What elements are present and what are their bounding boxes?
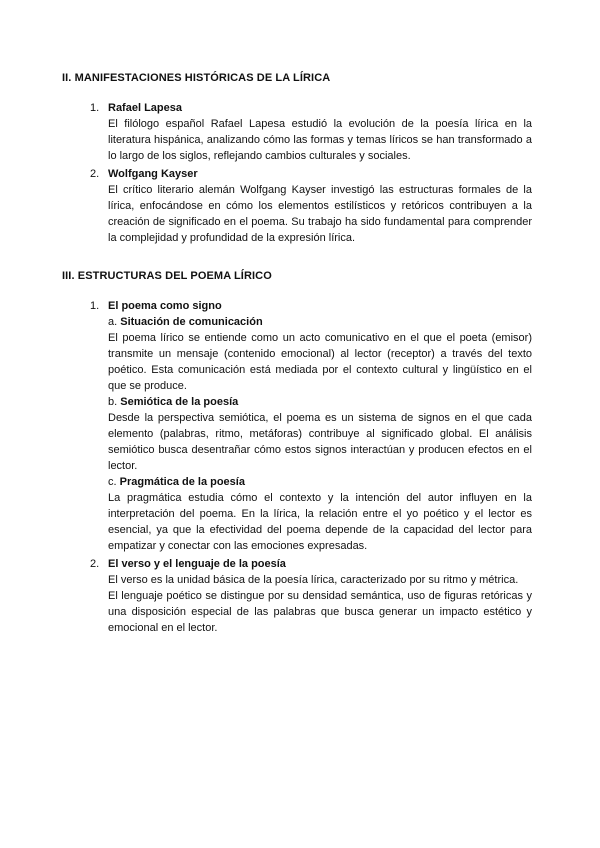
- section-3-heading: III. ESTRUCTURAS DEL POEMA LÍRICO: [62, 270, 272, 282]
- list-number: 1.: [90, 300, 100, 312]
- subitem-label: Semiótica de la poesía: [120, 396, 239, 408]
- document-content: [62, 70, 532, 638]
- subitem-label: Pragmática de la poesía: [119, 476, 245, 488]
- item-title: Rafael Lapesa: [108, 102, 182, 114]
- subitem-paragraph: Desde la perspectiva semiótica, el poema es un sistema de signos en el que cada elemento (palabras, ritmo, metáforas) contribuye al significado global. El análisis semiótico busca desentrañar cómo estos signos interactúan y producen efectos en el lector.: [108, 412, 532, 472]
- section-2-heading: II. MANIFESTACIONES HISTÓRICAS DE LA LÍRICA: [62, 72, 331, 84]
- item-title: El verso y el lenguaje de la poesía: [108, 558, 286, 570]
- list-number: 2.: [90, 558, 100, 570]
- subitem-letter: b.: [108, 396, 118, 408]
- subitem-letter: a.: [108, 316, 118, 328]
- subitem-situacion-comunicacion: [108, 314, 532, 330]
- list-number: 1.: [90, 102, 100, 114]
- list-item-wolfgang-kayser: [62, 166, 532, 246]
- item-title: Wolfgang Kayser: [108, 168, 198, 180]
- list-item-verso-lenguaje: [62, 556, 532, 636]
- item-paragraph: El crítico literario alemán Wolfgang Kayser investigó las estructuras formales de la lírica, enfocándose en cómo los elementos estilísticos y retóricos contribuyen a la creación de significado en el poema. Su trabajo ha sido fundamental para comprender la complejidad y profundidad de la expresión lírica.: [108, 184, 532, 244]
- subitem-label: Situación de comunicación: [120, 316, 263, 328]
- item-paragraph: El verso es la unidad básica de la poesía lírica, caracterizado por su ritmo y métrica.: [108, 574, 519, 586]
- subitem-paragraph: La pragmática estudia cómo el contexto y la intención del autor influyen en la interpretación del poema. En la lírica, la relación entre el yo poético y el lector es esencial, ya que la efectividad del poema depende de la capacidad del lector para empatizar y conectar con las emociones expresadas.: [108, 492, 532, 552]
- subitem-paragraph: El poema lírico se entiende como un acto comunicativo en el que el poeta (emisor) transmite un mensaje (contenido emocional) al lector (receptor) a través del texto poético. Esta comunicación está mediada por el contexto cultural y lingüístico en el que se produce.: [108, 332, 532, 392]
- list-item-rafael-lapesa: [62, 100, 532, 164]
- item-title: El poema como signo: [108, 300, 222, 312]
- item-paragraph: El filólogo español Rafael Lapesa estudió la evolución de la poesía lírica en la literatura hispánica, analizando cómo las formas y temas líricos se han transformado a lo largo de los siglos, reflejando cambios culturales y sociales.: [108, 118, 532, 162]
- subitem-letter: c.: [108, 476, 117, 488]
- list-item-poema-como-signo: [62, 298, 532, 554]
- item-paragraph: El lenguaje poético se distingue por su densidad semántica, uso de figuras retóricas y una disposición especial de las palabras que busca generar un impacto estético y emocional en el lector.: [108, 590, 532, 634]
- subitem-pragmatica: [108, 474, 532, 490]
- subitem-semiotica: [108, 394, 532, 410]
- list-number: 2.: [90, 168, 100, 180]
